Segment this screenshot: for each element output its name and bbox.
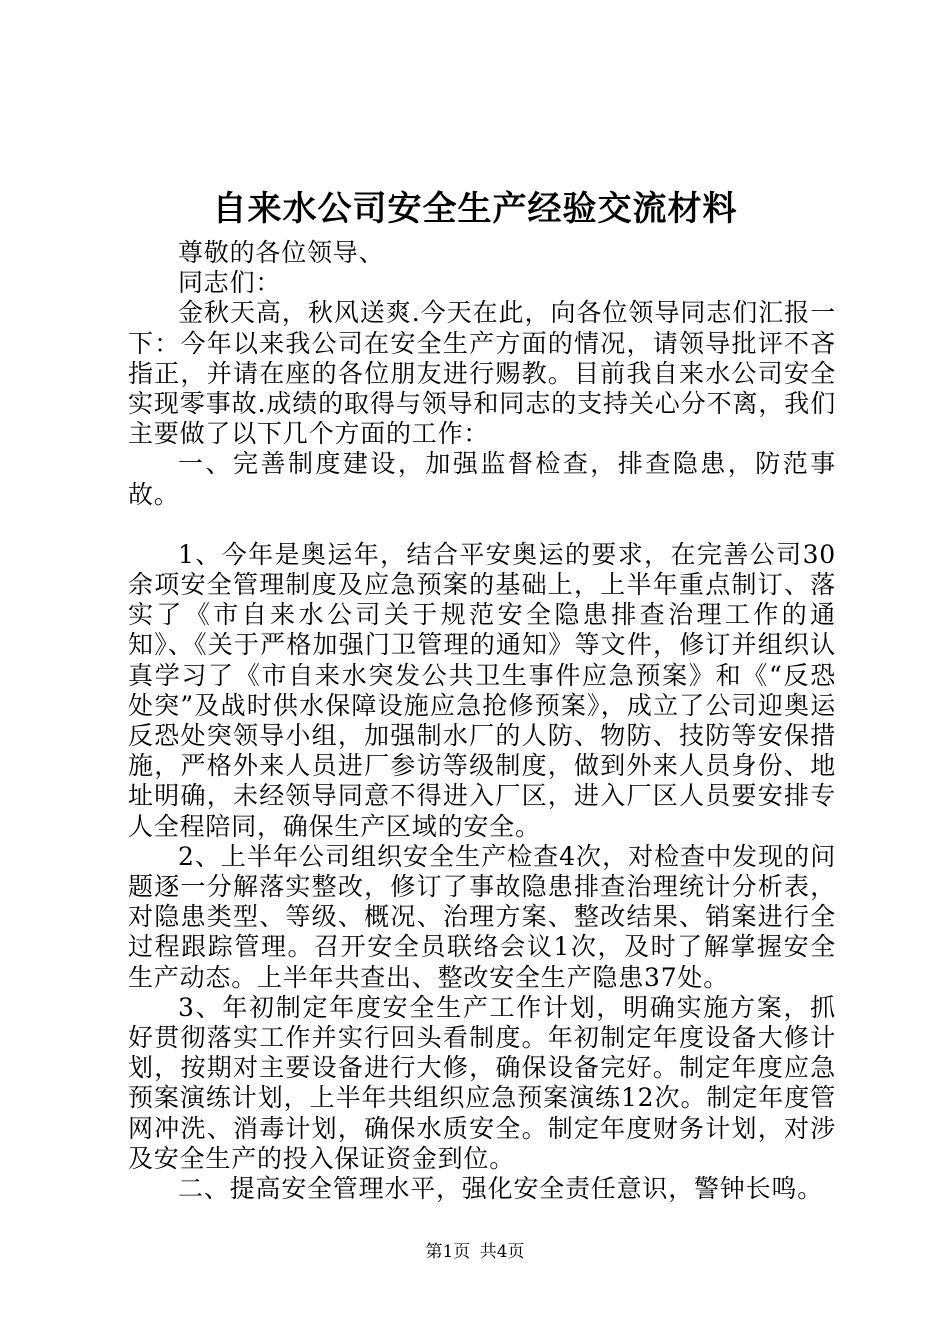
document-body [128,238,836,1204]
item-paragraph-2: 2、上半年公司组织安全生产检查4次，对检查中发现的问题逐一分解落实整改，修订了事故隐患排查治理统计分析表，对隐患类型、等级、概况、治理方案、整改结果、销案进行全过程跟踪管理。召开安全员联络会议1次，及时了解掌握安全生产动态。上半年共查出、整改安全生产隐患37处。 [128,841,836,992]
salutation-line-2: 同志们： [178,268,282,298]
item-paragraph-3: 3、年初制定年度安全生产工作计划，明确实施方案，抓好贯彻落实工作并实行回头看制度。年初制定年度设备大修计划，按期对主要设备进行大修，确保设备完好。制定年度应急预案演练计划，上半年共组织应急预案演练12次。制定年度管网冲洗、消毒计划，确保水质安全。制定年度财务计划，对涉及安全生产的投入保证资金到位。 [128,992,836,1173]
page-number: 第1页 [425,1242,471,1262]
salutation-line-1: 尊敬的各位领导、 [178,238,385,267]
section-heading-1: 一、完善制度建设，加强监督检查，排查隐患，防范事故。 [128,449,836,509]
item-paragraph-1: 1、今年是奥运年，结合平安奥运的要求，在完善公司30余项安全管理制度及应急预案的基础上，上半年重点制订、落实了《市自来水公司关于规范安全隐患排查治理工作的通知》、《关于严格加强门卫管理的通知》等文件，修订并组织认真学习了《市自来水突发公共卫生事件应急预案》和《“反恐处突”及战时供水保障设施应急抢修预案》，成立了公司迎奥运反恐处突领导小组，加强制水厂的人防、物防、技防等安保措施，严格外来人员进厂参访等级制度，做到外来人员身份、地址明确，未经领导同意不得进入厂区，进入厂区人员要安排专人全程陪同，确保生产区域的安全。 [128,539,836,841]
intro-paragraph: 金秋天高，秋风送爽.今天在此，向各位领导同志们汇报一下：今年以来我公司在安全生产方面的情况，请领导批评不吝指正，并请在座的各位朋友进行赐教。目前我自来水公司安全实现零事故.成绩的取得与领导和同志的支持关心分不离，我们主要做了以下几个方面的工作： [128,298,836,449]
section-heading-2: 二、提高安全管理水平，强化安全责任意识，警钟长鸣。 [178,1174,824,1204]
page-total: 共4页 [479,1242,525,1262]
document-title: 自来水公司安全生产经验交流材料 [212,189,738,229]
page-footer [0,1240,950,1264]
